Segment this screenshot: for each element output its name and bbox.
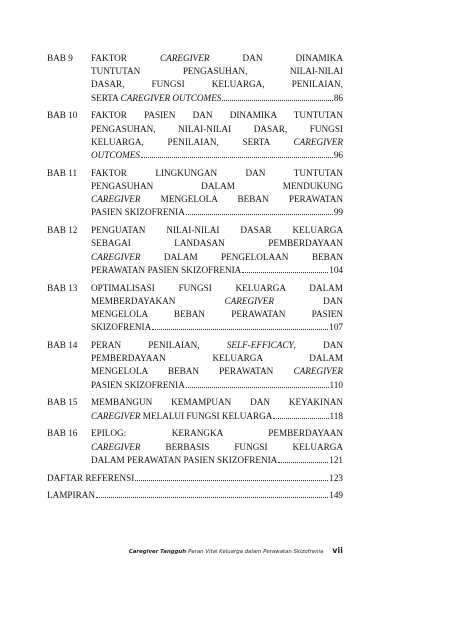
page-footer [97, 546, 343, 555]
section-title: LAMPIRAN [47, 490, 95, 501]
chapter-title-line: SKIZOFRENIA [91, 322, 152, 333]
page-ref: 86 [333, 92, 343, 103]
chapter-title-line: MENGELOLA BEBAN PERAWATAN CAREGIVER [91, 366, 343, 377]
toc-entry[interactable] [47, 224, 343, 277]
chapter-title-line: DASAR, FUNGSI KELUARGA, PENILAIAN, [91, 79, 343, 90]
page-ref: 121 [329, 454, 343, 465]
dot-leader [141, 157, 333, 158]
chapter-number: BAB 11 [47, 167, 78, 178]
toc-entry[interactable] [47, 489, 343, 502]
chapter-title-line: SEBAGAI LANDASAN PEMBERDAYAAN [91, 238, 343, 249]
page-ref: 149 [329, 490, 343, 501]
page-ref: 99 [333, 207, 343, 218]
chapter-title-line: PENGASUHAN, NILAI-NILAI DASAR, FUNGSI [91, 123, 343, 134]
chapter-title-last-line [91, 206, 343, 219]
page-ref: 110 [329, 379, 343, 390]
chapter-number: BAB 14 [47, 340, 78, 351]
chapter-number: BAB 15 [47, 397, 78, 408]
chapter-title-last-line [91, 149, 343, 162]
chapter-title-last-line [91, 321, 343, 334]
chapter-title-last-line [91, 92, 343, 105]
chapter-title-line: PASIEN SKIZOFRENIA [91, 379, 185, 390]
chapter-title-line: PERAWATAN PASIEN SKIZOFRENIA [91, 264, 242, 275]
chapter-title-line: DALAM PERAWATAN PASIEN SKIZOFRENIA [91, 454, 278, 465]
page-ref: 123 [329, 472, 343, 483]
chapter-title-line: EPILOG: KERANGKA PEMBERDAYAAN [91, 428, 343, 439]
page-ref: 104 [329, 264, 343, 275]
dot-leader [96, 497, 328, 498]
chapter-title-line: TUNTUTAN PENGASUHAN, NILAI-NILAI [91, 66, 343, 77]
chapter-title [91, 167, 343, 220]
chapter-title-line: MENGELOLA BEBAN PERAWATAN PASIEN [91, 309, 343, 320]
dot-leader [273, 418, 328, 419]
toc-entry[interactable] [47, 472, 343, 485]
dot-leader [186, 214, 333, 215]
chapter-title-line: FAKTOR LINGKUNGAN DAN TUNTUTAN [91, 167, 343, 178]
dot-leader [278, 462, 328, 463]
toc-entry[interactable] [47, 396, 343, 422]
dot-leader [152, 329, 328, 330]
page-number: vii [332, 546, 343, 555]
chapter-title-last-line [91, 264, 343, 277]
chapter-title-line: MEMBERDAYAKAN CAREGIVER DAN [91, 295, 343, 306]
chapter-title [91, 427, 343, 467]
toc-entry[interactable] [47, 339, 343, 392]
chapter-title-line: CAREGIVER BERBASIS FUNGSI KELUARGA [91, 441, 343, 452]
dot-leader [186, 387, 329, 388]
chapter-title [91, 282, 343, 335]
chapter-title-line: CAREGIVER MENGELOLA BEBAN PERAWATAN [91, 194, 343, 205]
chapter-title-line: PASIEN SKIZOFRENIA [91, 207, 185, 218]
page-ref: 107 [329, 322, 343, 333]
chapter-title-line: OPTIMALISASI FUNGSI KELUARGA DALAM [91, 282, 343, 293]
chapter-title-last-line [91, 410, 343, 423]
chapter-title-line: PENGASUHAN DALAM MENDUKUNG [91, 181, 343, 192]
section-title: DAFTAR REFERENSI [47, 472, 135, 483]
footer-subtitle: Peran Vital Keluarga dalam Perawatan Skizofrenia [188, 549, 324, 555]
toc-entry[interactable] [47, 52, 343, 105]
chapter-title-line: CAREGIVER MELALUI FUNGSI KELUARGA [91, 410, 273, 421]
chapter-title-line: KELUARGA, PENILAIAN, SERTA CAREGIVER [91, 136, 343, 147]
page-ref: 96 [333, 150, 343, 161]
toc-entry[interactable] [47, 167, 343, 220]
toc-entry[interactable] [47, 427, 343, 467]
chapter-title-line: PERAN PENILAIAN, SELF-EFFICACY, DAN [91, 340, 343, 351]
chapter-number: BAB 13 [47, 282, 78, 293]
chapter-number: BAB 9 [47, 53, 73, 63]
chapter-title-last-line [91, 379, 343, 392]
dot-leader [135, 480, 328, 481]
page-ref: 118 [329, 410, 343, 421]
footer-book-title: Caregiver Tangguh [128, 549, 187, 555]
chapter-number: BAB 10 [47, 110, 78, 121]
dot-leader [242, 272, 328, 273]
chapter-title [91, 224, 343, 277]
toc-entry[interactable] [47, 282, 343, 335]
chapter-title-line: MEMBANGUN KEMAMPUAN DAN KEYAKINAN [91, 397, 343, 408]
chapter-title-line: PENGUATAN NILAI-NILAI DASAR KELUARGA [91, 225, 343, 236]
chapter-number: BAB 12 [47, 225, 78, 236]
chapter-title-line: FAKTOR PASIEN DAN DINAMIKA TUNTUTAN [91, 110, 343, 121]
chapter-title [91, 396, 343, 422]
chapter-number: BAB 16 [47, 428, 78, 439]
chapter-title-line: SERTA CAREGIVER OUTCOMES [91, 92, 222, 103]
chapter-title-line: PEMBERDAYAAN KELUARGA DALAM [91, 353, 343, 364]
chapter-title [91, 52, 343, 105]
dot-leader [222, 100, 332, 101]
chapter-title-last-line [91, 454, 343, 467]
chapter-title [91, 109, 343, 162]
chapter-title-line: FAKTOR CAREGIVER DAN DINAMIKA [91, 53, 343, 63]
chapter-title [91, 339, 343, 392]
chapter-title-line: OUTCOMES [91, 150, 141, 161]
table-of-contents [47, 52, 343, 507]
toc-entry[interactable] [47, 109, 343, 162]
chapter-title-line: CAREGIVER DALAM PENGELOLAAN BEBAN [91, 251, 343, 262]
